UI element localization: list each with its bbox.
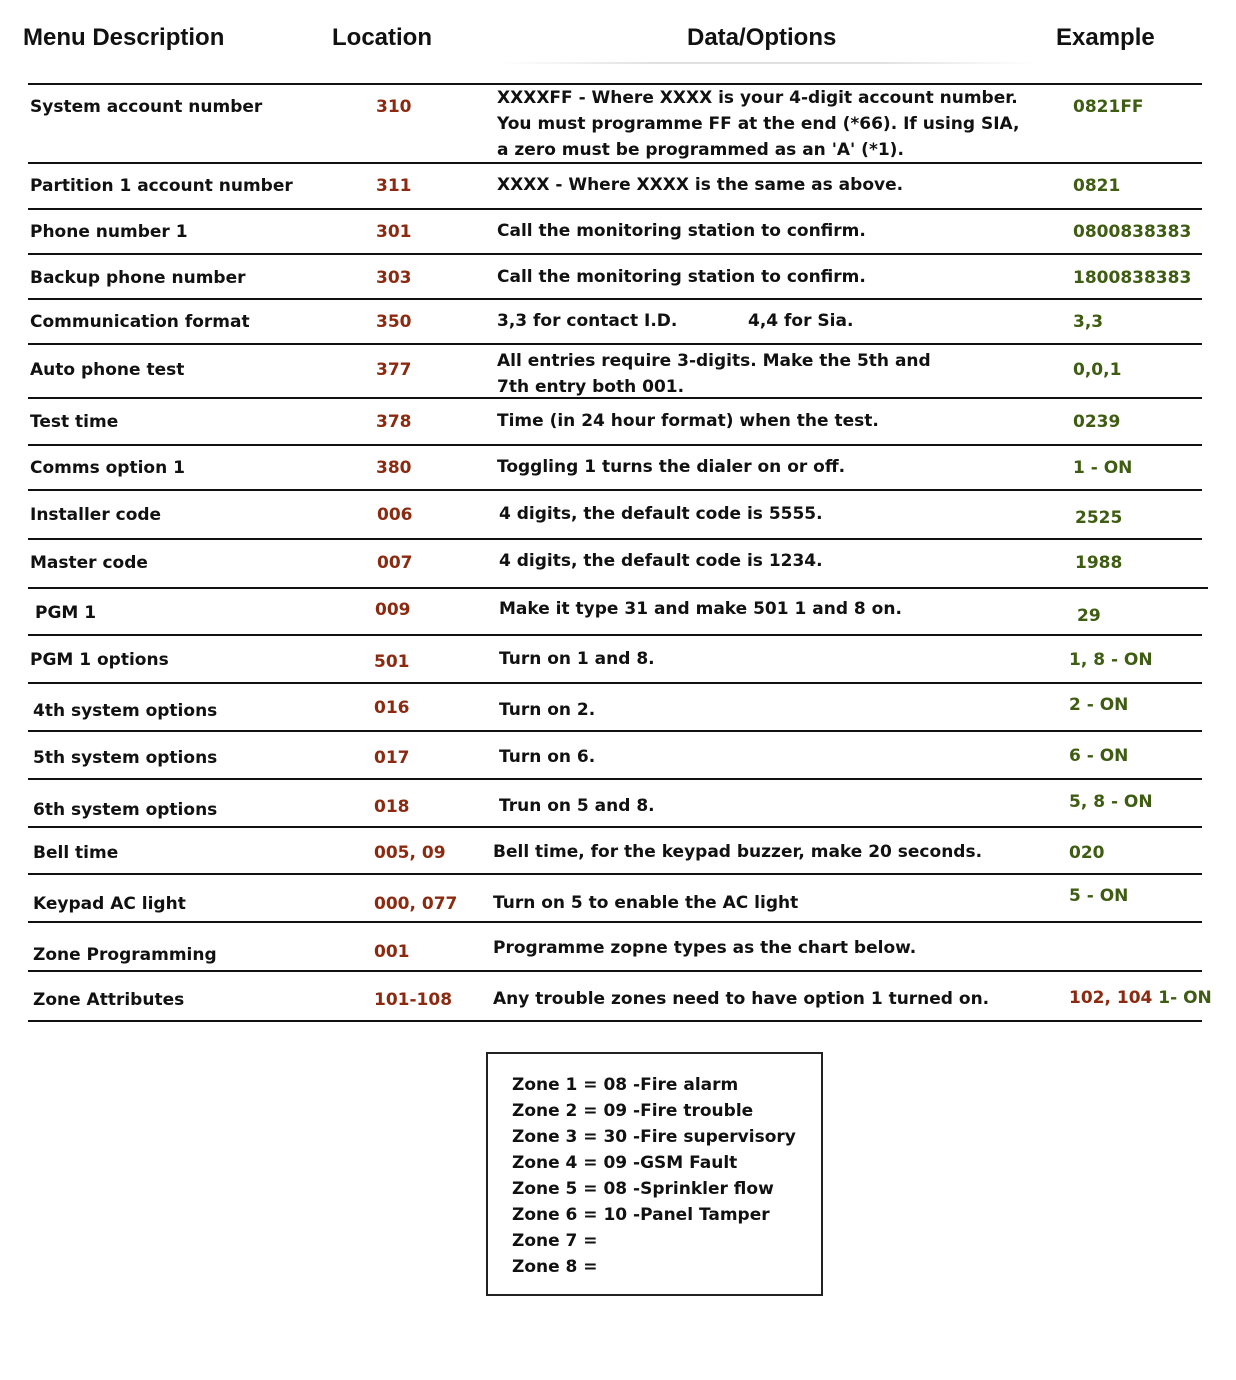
row-description: Keypad AC light [33,894,186,914]
row-example: 0239 [1073,412,1121,432]
row-data: Trun on 5 and 8. [499,796,655,816]
header-location: Location [332,24,432,51]
zone-entry: Zone 4 = 09 -GSM Fault [512,1153,738,1173]
row-example: 1988 [1075,553,1123,573]
row-location: 301 [376,222,412,242]
row-example: 5, 8 - ON [1069,792,1153,812]
row-data-line: All entries require 3-digits. Make the 5th and [497,351,931,371]
zone-entry: Zone 2 = 09 -Fire trouble [512,1101,754,1121]
row-data: 4 digits, the default code is 1234. [499,551,823,571]
row-data: Call the monitoring station to confirm. [497,267,866,287]
row-data-line: a zero must be programmed as an 'A' (*1). [497,140,904,160]
row-divider [28,730,1202,732]
row-example: 1, 8 - ON [1069,650,1153,670]
row-divider [28,208,1202,210]
row-divider [28,343,1202,345]
row-divider [28,921,1202,923]
row-divider [28,970,1202,972]
row-divider [28,444,1202,446]
row-example: 5 - ON [1069,886,1129,906]
zone-entry: Zone 6 = 10 -Panel Tamper [512,1205,770,1225]
row-description: Communication format [30,312,250,332]
row-divider [28,778,1202,780]
row-description: 6th system options [33,800,218,820]
row-data: XXXX - Where XXXX is the same as above. [497,175,904,195]
header-data-options: Data/Options [687,24,837,51]
row-data: Make it type 31 and make 501 1 and 8 on. [499,599,902,619]
row-location: 006 [377,505,413,525]
row-divider [28,253,1202,255]
row-divider [28,826,1202,828]
row-location: 017 [374,748,410,768]
row-description: System account number [30,97,263,117]
row-data [497,348,931,400]
row-divider [28,489,1202,491]
row-location: 501 [374,652,410,672]
row-location: 310 [376,97,412,117]
header-example: Example [1056,24,1155,51]
row-description: 4th system options [33,701,218,721]
row-location: 311 [376,176,412,196]
row-description: Test time [30,412,119,432]
row-location: 377 [376,360,412,380]
zone-entry: Zone 5 = 08 -Sprinkler flow [512,1179,774,1199]
row-description: Partition 1 account number [30,176,293,196]
row-description: Zone Programming [33,945,217,965]
row-description: Auto phone test [30,360,185,380]
row-example: 6 - ON [1069,746,1129,766]
row-data-line: XXXXFF - Where XXXX is your 4-digit account number. [497,88,1018,108]
row-divider [28,634,1202,636]
row-example: 1 - ON [1073,458,1133,478]
row-data: 4,4 for Sia. [748,311,854,331]
zone-entry: Zone 8 = [512,1257,598,1277]
row-example: 0821 [1073,176,1121,196]
row-example: 0,0,1 [1073,360,1122,380]
row-description: Installer code [30,505,162,525]
row-data: Call the monitoring station to confirm. [497,221,866,241]
row-example [1069,988,1212,1008]
row-data: Time (in 24 hour format) when the test. [497,411,879,431]
row-data: 4 digits, the default code is 5555. [499,504,823,524]
row-description: Backup phone number [30,268,246,288]
row-data-line: You must programme FF at the end (*66). If using SIA, [497,114,1020,134]
zone-entry: Zone 7 = [512,1231,598,1251]
row-divider [28,682,1202,684]
row-location: 007 [377,553,413,573]
row-description: Comms option 1 [30,458,185,478]
row-example: 29 [1077,606,1101,626]
row-location: 350 [376,312,412,332]
row-description: Zone Attributes [33,990,185,1010]
header-underline [498,62,1038,64]
row-description: PGM 1 options [30,650,169,670]
row-location: 009 [375,600,411,620]
row-description: PGM 1 [35,603,97,623]
zone-list [512,1072,796,1280]
row-example: 020 [1069,843,1105,863]
row-data: Turn on 5 to enable the AC light [493,893,799,913]
row-data: Turn on 1 and 8. [499,649,655,669]
zone-chart [486,1052,823,1296]
row-location: 001 [374,942,410,962]
row-divider [28,1020,1202,1022]
row-data: Turn on 2. [499,700,596,720]
row-data: Toggling 1 turns the dialer on or off. [497,457,846,477]
row-description: 5th system options [33,748,218,768]
row-location: 016 [374,698,410,718]
row-description: Bell time [33,843,119,863]
row-location: 303 [376,268,412,288]
row-location: 380 [376,458,412,478]
row-data: Turn on 6. [499,747,596,767]
zone-entry: Zone 1 = 08 -Fire alarm [512,1075,739,1095]
row-data: Programme zopne types as the chart below. [493,938,917,958]
row-example: 1800838383 [1073,268,1192,288]
row-location: 005, 09 [374,843,446,863]
row-example: 2525 [1075,508,1123,528]
row-location: 018 [374,797,410,817]
row-description: Master code [30,553,148,573]
row-divider [28,298,1202,300]
row-divider [28,587,1208,589]
row-data: Any trouble zones need to have option 1 turned on. [493,989,990,1009]
row-location: 101-108 [374,990,453,1010]
row-data [497,85,1019,163]
example-zones: 102, 104 [1069,988,1153,1008]
row-description: Phone number 1 [30,222,188,242]
row-data: Bell time, for the keypad buzzer, make 20 seconds. [493,842,983,862]
zone-entry: Zone 3 = 30 -Fire supervisory [512,1127,796,1147]
row-location: 000, 077 [374,894,458,914]
row-example: 3,3 [1073,312,1104,332]
row-example: 0800838383 [1073,222,1192,242]
row-divider [28,538,1202,540]
example-option: 1- ON [1158,988,1212,1008]
row-location: 378 [376,412,412,432]
row-example: 0821FF [1073,97,1144,117]
row-data: 3,3 for contact I.D. [497,311,678,331]
row-example: 2 - ON [1069,695,1129,715]
header-menu-description: Menu Description [23,24,225,51]
row-divider [28,873,1202,875]
row-data-line: 7th entry both 001. [497,377,685,397]
